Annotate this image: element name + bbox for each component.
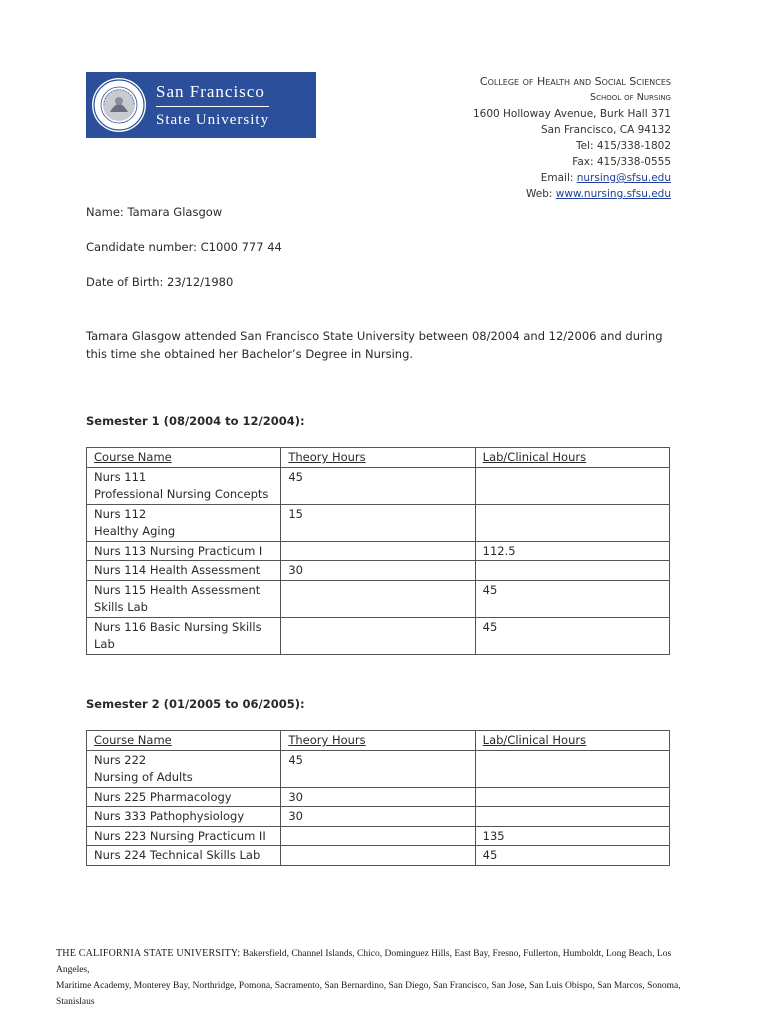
- school-name: School of Nursing: [590, 92, 671, 103]
- course-name-header: Course Name: [87, 731, 281, 751]
- semester-2-heading: Semester 2 (01/2005 to 06/2005):: [86, 697, 305, 711]
- email-link[interactable]: nursing@sfsu.edu: [576, 172, 671, 184]
- lab-cell: 135: [475, 826, 669, 846]
- candidate-name: Name: Tamara Glasgow: [86, 205, 223, 219]
- course-cell: Nurs 115 Health Assessment Skills Lab: [87, 580, 281, 617]
- email-label: Email:: [540, 172, 577, 184]
- table-row: [87, 787, 670, 807]
- course-cell: Nurs 111 Professional Nursing Concepts: [87, 467, 281, 504]
- course-name-header: Course Name: [87, 448, 281, 468]
- lab-cell: [475, 750, 669, 787]
- semester-1-table: [86, 447, 670, 655]
- college-name: College of Health and Social Sciences: [479, 75, 671, 88]
- course-cell: Nurs 116 Basic Nursing Skills Lab: [87, 617, 281, 654]
- campus-list-line1: Bakersfield, Channel Islands, Chico, Dominguez Hills, East Bay, Fresno, Fullerton, Humboldt, Long Beach, Los Angeles,: [56, 949, 672, 975]
- lab-cell: 45: [475, 580, 669, 617]
- semester-2-table: [86, 730, 670, 866]
- theory-cell: 15: [281, 504, 475, 541]
- campus-list-line2: Maritime Academy, Monterey Bay, Northridge, Pomona, Sacramento, San Bernardino, San Diego, San Francisco, San Jose, San Luis Obispo, San Marcos, Sonoma, Stanislaus: [56, 981, 681, 1007]
- web-line: [473, 186, 671, 202]
- theory-cell: 45: [281, 750, 475, 787]
- theory-cell: 45: [281, 467, 475, 504]
- table-row: [87, 504, 670, 541]
- semester-1-heading: Semester 1 (08/2004 to 12/2004):: [86, 414, 305, 428]
- table-row: [87, 580, 670, 617]
- lab-hours-header: Lab/Clinical Hours: [475, 731, 669, 751]
- theory-cell: [281, 826, 475, 846]
- contact-address-block: [473, 74, 671, 202]
- fax: Fax: 415/338-0555: [572, 156, 671, 168]
- table-row: [87, 846, 670, 866]
- course-cell: Nurs 114 Health Assessment: [87, 561, 281, 581]
- street-address: 1600 Holloway Avenue, Burk Hall 371: [472, 108, 671, 120]
- table-row: [87, 750, 670, 787]
- course-cell: Nurs 225 Pharmacology: [87, 787, 281, 807]
- theory-cell: [281, 541, 475, 561]
- table-row: [87, 617, 670, 654]
- table-row: [87, 541, 670, 561]
- csu-campus-footer: [56, 946, 706, 1010]
- university-logo: [86, 72, 316, 138]
- lab-cell: [475, 787, 669, 807]
- web-link[interactable]: www.nursing.sfsu.edu: [555, 188, 671, 200]
- lab-cell: [475, 467, 669, 504]
- lab-cell: [475, 504, 669, 541]
- course-cell: Nurs 113 Nursing Practicum I: [87, 541, 281, 561]
- candidate-number: Candidate number: C1000 777 44: [86, 240, 282, 254]
- table-row: [87, 826, 670, 846]
- telephone: Tel: 415/338-1802: [575, 140, 671, 152]
- course-cell: Nurs 224 Technical Skills Lab: [87, 846, 281, 866]
- theory-cell: 30: [281, 807, 475, 827]
- web-label: Web:: [526, 188, 556, 200]
- course-cell: Nurs 112 Healthy Aging: [87, 504, 281, 541]
- theory-hours-header: Theory Hours: [281, 731, 475, 751]
- attendance-statement: Tamara Glasgow attended San Francisco State University between 08/2004 and 12/2006 and during this time she obtained her Bachelor’s Degree in Nursing.: [86, 329, 663, 361]
- table-row: [87, 807, 670, 827]
- table-row: [87, 467, 670, 504]
- lab-cell: 112.5: [475, 541, 669, 561]
- lab-cell: [475, 807, 669, 827]
- lab-cell: [475, 561, 669, 581]
- lab-cell: 45: [475, 617, 669, 654]
- table-header-row: [87, 731, 670, 751]
- theory-cell: [281, 846, 475, 866]
- course-cell: Nurs 222 Nursing of Adults: [87, 750, 281, 787]
- table-row: [87, 561, 670, 581]
- theory-cell: 30: [281, 561, 475, 581]
- course-cell: Nurs 333 Pathophysiology: [87, 807, 281, 827]
- course-cell: Nurs 223 Nursing Practicum II: [87, 826, 281, 846]
- logo-name-line1: San Francisco: [156, 83, 269, 107]
- university-seal-icon: [90, 76, 148, 134]
- date-of-birth: Date of Birth: 23/12/1980: [86, 275, 234, 289]
- lab-hours-header: Lab/Clinical Hours: [475, 448, 669, 468]
- lab-cell: 45: [475, 846, 669, 866]
- csu-system-name: THE CALIFORNIA STATE UNIVERSITY:: [56, 948, 241, 959]
- logo-name-line2: State University: [156, 111, 270, 128]
- theory-hours-header: Theory Hours: [281, 448, 475, 468]
- theory-cell: 30: [281, 787, 475, 807]
- table-header-row: [87, 448, 670, 468]
- email-line: [473, 170, 671, 186]
- theory-cell: [281, 617, 475, 654]
- theory-cell: [281, 580, 475, 617]
- city-address: San Francisco, CA 94132: [540, 124, 671, 136]
